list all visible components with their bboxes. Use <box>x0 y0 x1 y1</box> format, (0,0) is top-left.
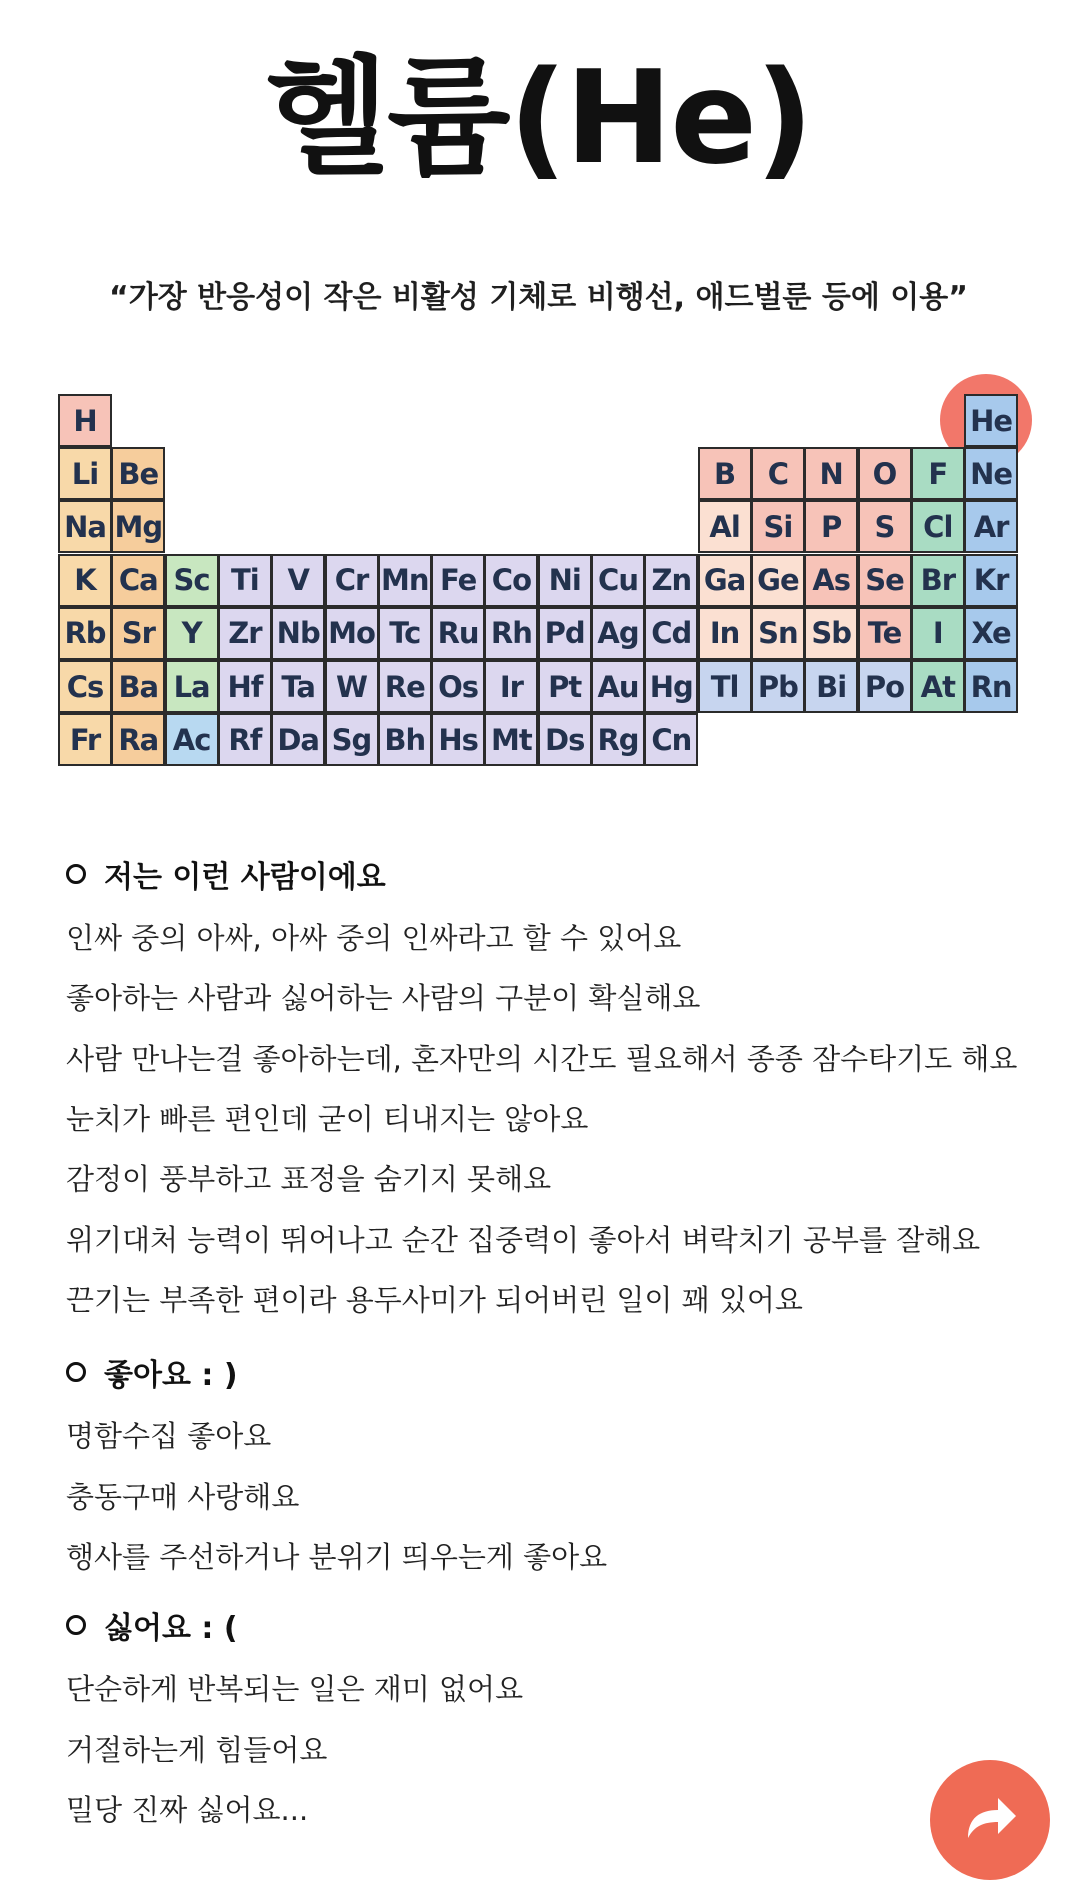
element-cs: Cs <box>58 660 112 713</box>
dislikes-line: 단순하게 반복되는 일은 재미 없어요 <box>66 1672 524 1706</box>
element-na: Na <box>58 500 112 553</box>
element-ra: Ra <box>111 713 165 766</box>
about-line: 위기대처 능력이 뛰어나고 순간 집중력이 좋아서 벼락치기 공부를 잘해요 <box>66 1223 981 1257</box>
element-cn: Cn <box>644 713 698 766</box>
element-mo: Mo <box>325 607 379 660</box>
element-mn: Mn <box>378 554 432 607</box>
element-hg: Hg <box>644 660 698 713</box>
element-zn: Zn <box>644 554 698 607</box>
element-as: As <box>804 554 858 607</box>
dislikes-heading-text: 싫어요 : ( <box>104 1611 238 1646</box>
element-ac: Ac <box>165 713 219 766</box>
element-be: Be <box>111 447 165 500</box>
element-co: Co <box>484 554 538 607</box>
element-zr: Zr <box>218 607 272 660</box>
element-h: H <box>58 394 112 447</box>
element-bi: Bi <box>804 660 858 713</box>
element-in: In <box>698 607 752 660</box>
element-ge: Ge <box>751 554 805 607</box>
element-sb: Sb <box>804 607 858 660</box>
element-bh: Bh <box>378 713 432 766</box>
about-line: 좋아하는 사람과 싫어하는 사람의 구분이 확실해요 <box>66 981 701 1015</box>
likes-heading <box>66 1350 238 1394</box>
element-cu: Cu <box>591 554 645 607</box>
element-fe: Fe <box>431 554 485 607</box>
likes-heading-text: 좋아요 : ) <box>104 1358 238 1393</box>
element-mg: Mg <box>111 500 165 553</box>
element-rf: Rf <box>218 713 272 766</box>
element-re: Re <box>378 660 432 713</box>
element-mt: Mt <box>484 713 538 766</box>
element-se: Se <box>858 554 912 607</box>
element-at: At <box>911 660 965 713</box>
element-hs: Hs <box>431 713 485 766</box>
element-al: Al <box>698 500 752 553</box>
periodic-table <box>58 394 1020 772</box>
element-la: La <box>165 660 219 713</box>
page-quote: “가장 반응성이 작은 비활성 기체로 비행선, 애드벌룬 등에 이용” <box>109 280 968 315</box>
element-cr: Cr <box>325 554 379 607</box>
element-te: Te <box>858 607 912 660</box>
element-o: O <box>858 447 912 500</box>
element-ar: Ar <box>964 500 1018 553</box>
element-n: N <box>804 447 858 500</box>
likes-line: 행사를 주선하거나 분위기 띄우는게 좋아요 <box>66 1540 608 1574</box>
page-title: 헬륨(He) <box>265 44 812 193</box>
element-hf: Hf <box>218 660 272 713</box>
element-ta: Ta <box>271 660 325 713</box>
element-po: Po <box>858 660 912 713</box>
element-ne: Ne <box>964 447 1018 500</box>
element-b: B <box>698 447 752 500</box>
about-heading <box>66 852 386 896</box>
element-li: Li <box>58 447 112 500</box>
element-sn: Sn <box>751 607 805 660</box>
element-tl: Tl <box>698 660 752 713</box>
element-y: Y <box>165 607 219 660</box>
element-nb: Nb <box>271 607 325 660</box>
element-pb: Pb <box>751 660 805 713</box>
element-ru: Ru <box>431 607 485 660</box>
element-fr: Fr <box>58 713 112 766</box>
likes-line: 명함수집 좋아요 <box>66 1419 272 1453</box>
element-c: C <box>751 447 805 500</box>
element-ni: Ni <box>538 554 592 607</box>
element-br: Br <box>911 554 965 607</box>
element-au: Au <box>591 660 645 713</box>
element-he: He <box>964 394 1018 447</box>
element-ga: Ga <box>698 554 752 607</box>
element-kr: Kr <box>964 554 1018 607</box>
element-w: W <box>325 660 379 713</box>
element-p: P <box>804 500 858 553</box>
element-v: V <box>271 554 325 607</box>
bullet-icon <box>66 1362 86 1382</box>
about-line: 인싸 중의 아싸, 아싸 중의 인싸라고 할 수 있어요 <box>66 921 682 955</box>
element-cd: Cd <box>644 607 698 660</box>
element-f: F <box>911 447 965 500</box>
element-sc: Sc <box>165 554 219 607</box>
element-rh: Rh <box>484 607 538 660</box>
element-sr: Sr <box>111 607 165 660</box>
about-heading-text: 저는 이런 사람이에요 <box>104 860 386 895</box>
dislikes-heading <box>66 1603 238 1647</box>
element-s: S <box>858 500 912 553</box>
element-i: I <box>911 607 965 660</box>
about-line: 감정이 풍부하고 표정을 숨기지 못해요 <box>66 1162 552 1196</box>
element-ti: Ti <box>218 554 272 607</box>
share-button[interactable] <box>930 1760 1050 1880</box>
element-xe: Xe <box>964 607 1018 660</box>
dislikes-line: 밀당 진짜 싫어요... <box>66 1793 309 1827</box>
element-rn: Rn <box>964 660 1018 713</box>
element-ds: Ds <box>538 713 592 766</box>
element-rg: Rg <box>591 713 645 766</box>
element-ir: Ir <box>484 660 538 713</box>
element-ag: Ag <box>591 607 645 660</box>
element-cl: Cl <box>911 500 965 553</box>
element-ba: Ba <box>111 660 165 713</box>
element-ca: Ca <box>111 554 165 607</box>
likes-line: 충동구매 사랑해요 <box>66 1480 300 1514</box>
bullet-icon <box>66 1615 86 1635</box>
about-line: 끈기는 부족한 편이라 용두사미가 되어버린 일이 꽤 있어요 <box>66 1283 803 1317</box>
about-line: 사람 만나는걸 좋아하는데, 혼자만의 시간도 필요해서 종종 잠수타기도 해요 <box>66 1042 1018 1076</box>
element-sg: Sg <box>325 713 379 766</box>
element-da: Da <box>271 713 325 766</box>
element-si: Si <box>751 500 805 553</box>
bullet-icon <box>66 864 86 884</box>
element-pt: Pt <box>538 660 592 713</box>
element-k: K <box>58 554 112 607</box>
about-line: 눈치가 빠른 편인데 굳이 티내지는 않아요 <box>66 1102 589 1136</box>
element-pd: Pd <box>538 607 592 660</box>
dislikes-line: 거절하는게 힘들어요 <box>66 1733 328 1767</box>
element-rb: Rb <box>58 607 112 660</box>
element-tc: Tc <box>378 607 432 660</box>
element-os: Os <box>431 660 485 713</box>
